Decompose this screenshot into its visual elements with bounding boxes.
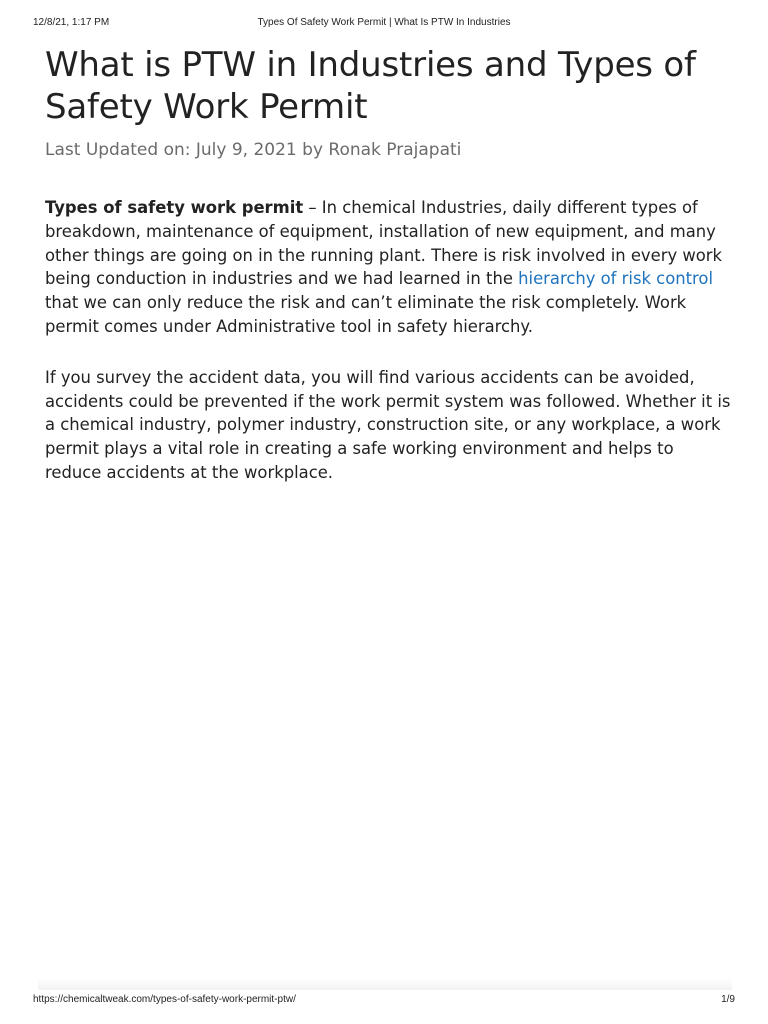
print-header bbox=[33, 17, 735, 31]
article-paragraph-1 bbox=[45, 196, 735, 339]
hierarchy-of-risk-control-link[interactable]: hierarchy of risk control bbox=[518, 269, 713, 289]
article bbox=[45, 44, 735, 485]
print-header-date: 12/8/21, 1:17 PM bbox=[33, 17, 110, 28]
paragraph-1-text-b: that we can only reduce the risk and can’t eliminate the risk completely. Work permit comes under Administrative tool in safety hierarchy. bbox=[45, 293, 687, 336]
article-meta: Last Updated on: July 9, 2021 by Ronak Prajapati bbox=[45, 140, 462, 160]
paragraph-lead-bold: Types of safety work permit bbox=[45, 198, 304, 217]
print-header-title: Types Of Safety Work Permit | What Is PTW In Industries bbox=[257, 17, 511, 28]
footer-divider-shade bbox=[38, 978, 732, 990]
print-footer-page-number: 1/9 bbox=[721, 994, 735, 1005]
print-footer-url: https://chemicaltweak.com/types-of-safety-work-permit-ptw/ bbox=[33, 994, 296, 1005]
print-footer bbox=[33, 994, 735, 1008]
article-title: What is PTW in Industries and Types of Safety Work Permit bbox=[45, 45, 696, 127]
article-paragraph-2: If you survey the accident data, you will find various accidents can be avoided, accidents could be prevented if the work permit system was followed. Whether it is a chemical industry, polymer industry, construction site, or any workplace, a work permit plays a vital role in creating a safe working environment and helps to reduce accidents at the workplace. bbox=[45, 367, 731, 482]
paragraph-1-text-a: – In chemical Industries, daily different types of breakdown, maintenance of equipment, installation of new equipment, and many other things are going on in the running plant. There is risk involved in every work being conduction in industries and we had learned in the bbox=[45, 198, 723, 289]
